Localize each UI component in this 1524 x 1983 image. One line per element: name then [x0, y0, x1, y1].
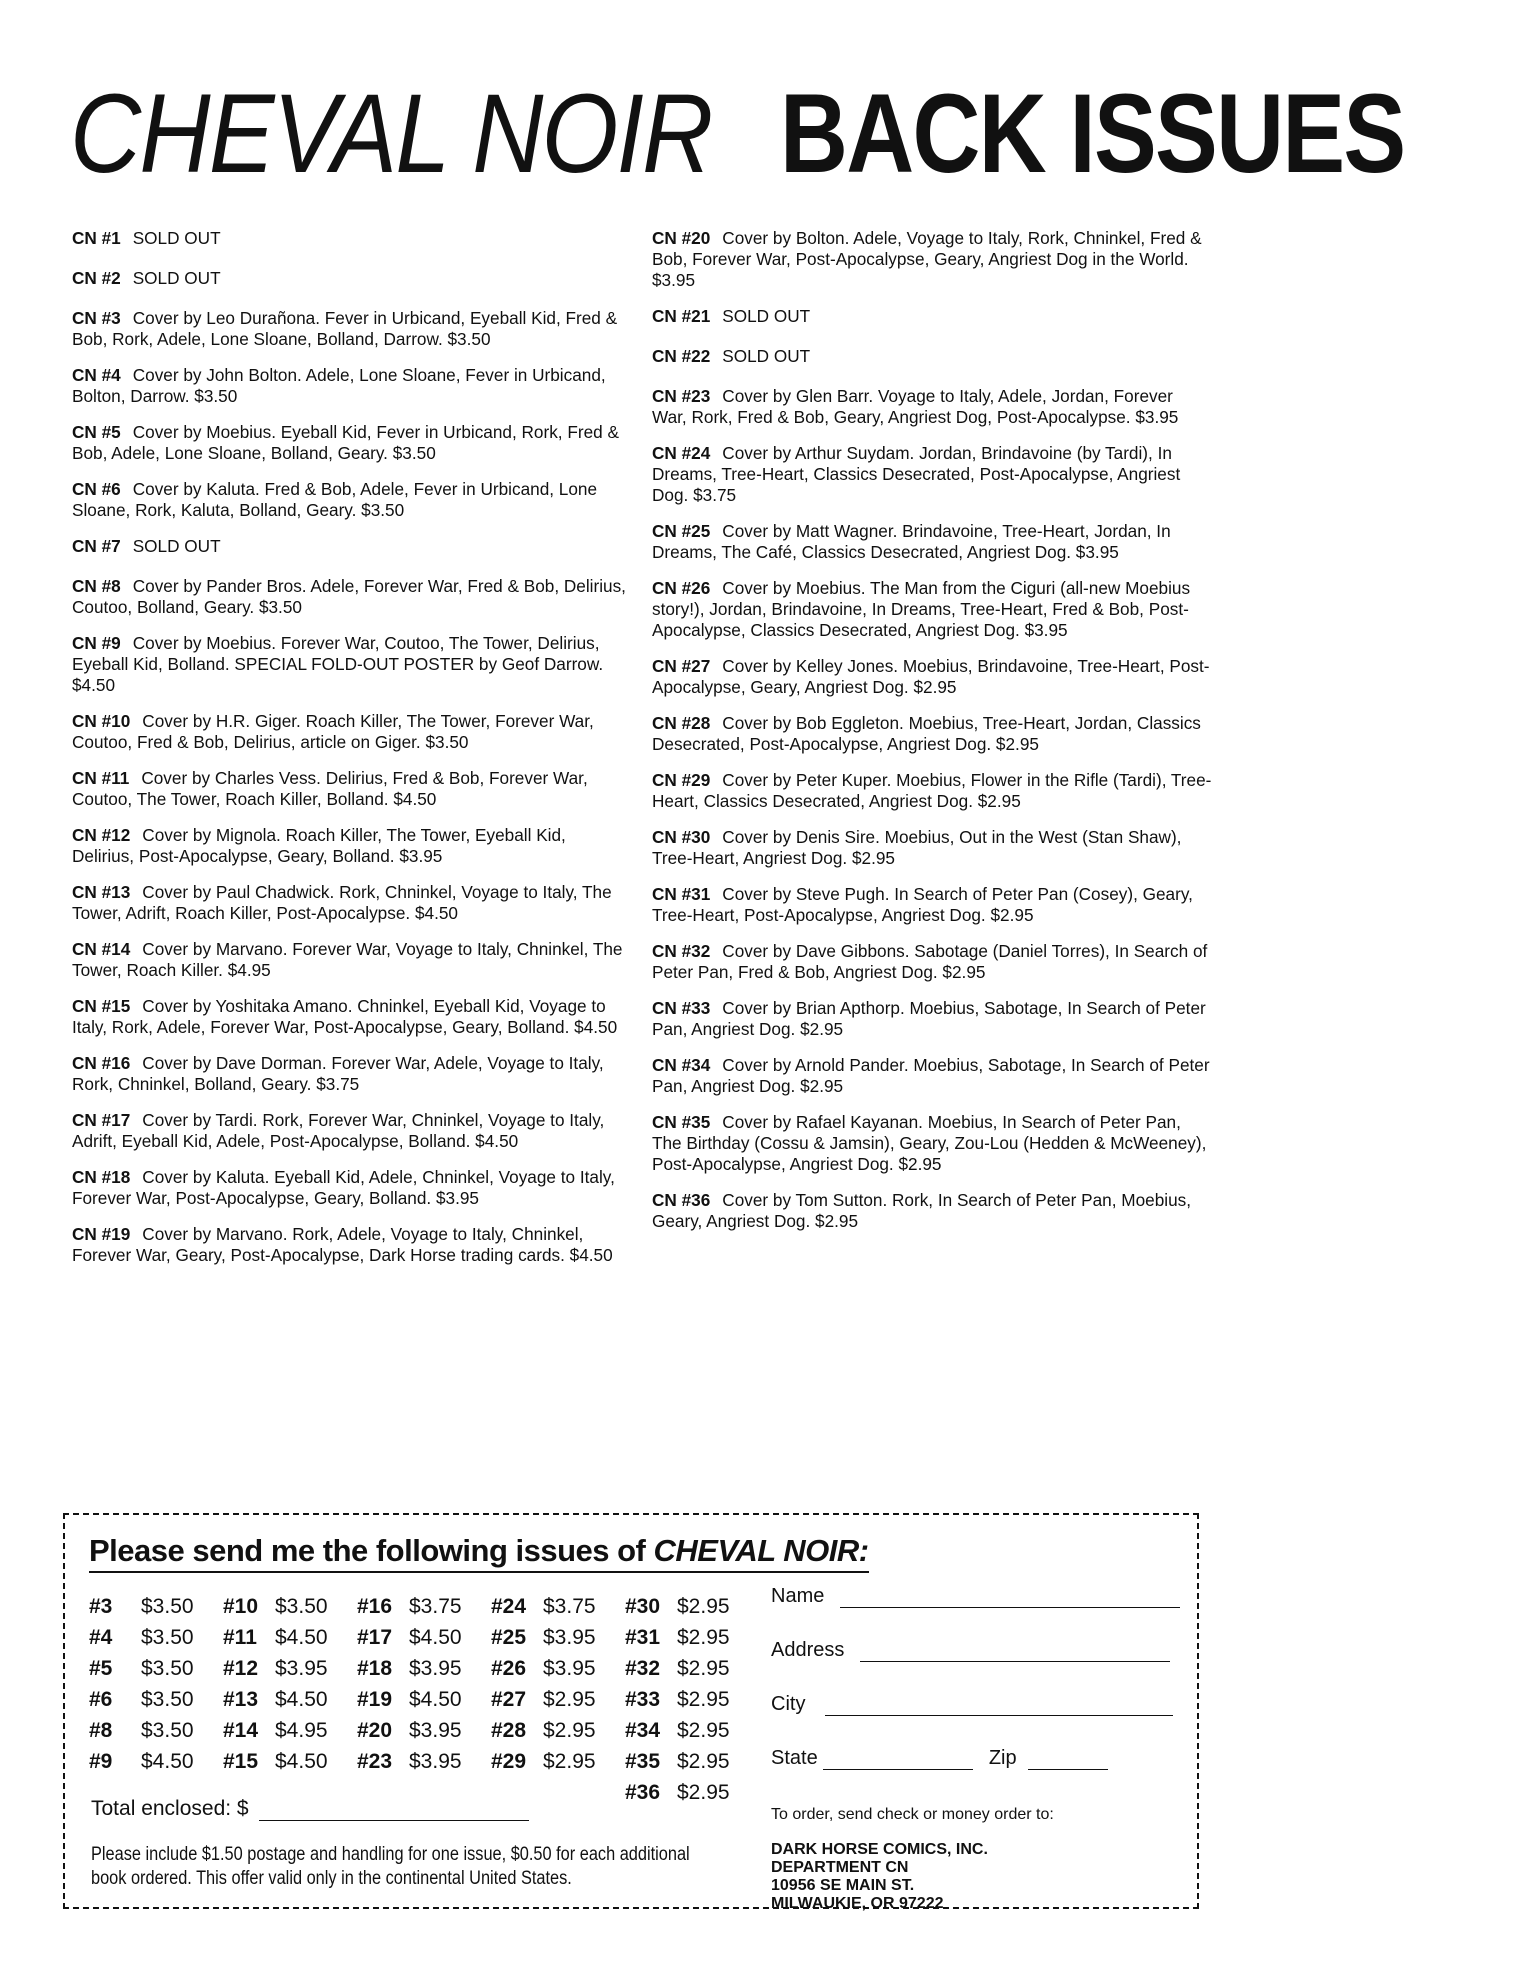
issue-entry [652, 1112, 1212, 1175]
address-row [771, 1639, 1191, 1693]
price-value: $2.95 [543, 1750, 596, 1773]
issue-entry [72, 1224, 627, 1266]
issue-description: Cover by Rafael Kayanan. Moebius, In Search of Peter Pan, The Birthday (Cossu & Jamsin), Geary, Zou-Lou (Hedden & McWeeney), Post-Apocalypse, Angriest Dog. $2.95 [652, 1112, 1207, 1174]
issue-entry [652, 578, 1212, 641]
issue-entry [72, 228, 627, 249]
price-issue-number: #12 [223, 1657, 259, 1680]
price-value: $3.50 [141, 1719, 194, 1742]
issue-entry [652, 346, 1212, 367]
price-value: $3.50 [141, 1595, 194, 1618]
price-issue-number: #9 [89, 1750, 113, 1773]
issue-description: Cover by Yoshitaka Amano. Chninkel, Eyeball Kid, Voyage to Italy, Rork, Adele, Forever War, Post-Apocalypse, Geary, Bolland. $4.50 [72, 996, 618, 1037]
price-value: $3.50 [141, 1688, 194, 1711]
price-value: $3.95 [409, 1657, 462, 1680]
price-issue-number: #10 [223, 1595, 259, 1618]
issue-number: CN #20 [652, 228, 711, 248]
issue-entry [652, 306, 1212, 327]
price-item [223, 1686, 357, 1714]
issue-entry [652, 521, 1212, 563]
issue-entry [652, 941, 1212, 983]
issue-number: CN #35 [652, 1112, 711, 1132]
price-value: $2.95 [677, 1781, 730, 1804]
issue-number: CN #25 [652, 521, 711, 541]
issue-description: Cover by Bob Eggleton. Moebius, Tree-Heart, Jordan, Classics Desecrated, Post-Apocalypse, Angriest Dog. $2.95 [652, 713, 1201, 754]
issue-description: SOLD OUT [132, 536, 221, 556]
issue-number: CN #4 [72, 365, 121, 385]
issue-number: CN #6 [72, 479, 121, 499]
order-heading-prefix: Please send me the following issues of [89, 1533, 654, 1568]
issue-number: CN #3 [72, 308, 121, 328]
price-issue-number: #24 [491, 1595, 527, 1618]
issue-description: Cover by Pander Bros. Adele, Forever War, Fred & Bob, Delirius, Coutoo, Bolland, Geary. $3.50 [72, 576, 626, 617]
price-item [625, 1779, 759, 1807]
address-field[interactable] [860, 1643, 1170, 1662]
price-issue-number: #20 [357, 1719, 393, 1742]
price-value: $4.95 [275, 1719, 328, 1742]
price-item [357, 1717, 491, 1745]
price-item [625, 1748, 759, 1776]
price-issue-number: #13 [223, 1688, 259, 1711]
price-issue-number: #16 [357, 1595, 393, 1618]
issue-description: Cover by Glen Barr. Voyage to Italy, Adele, Jordan, Forever War, Rork, Fred & Bob, Geary, Angriest Dog, Post-Apocalypse. $3.95 [652, 386, 1179, 427]
price-item [89, 1748, 223, 1776]
price-item [89, 1717, 223, 1745]
price-item [625, 1686, 759, 1714]
issue-entry [72, 768, 627, 810]
issue-entry [72, 825, 627, 867]
issue-number: CN #32 [652, 941, 711, 961]
issue-number: CN #10 [72, 711, 131, 731]
issue-entry [72, 479, 627, 521]
price-issue-number: #23 [357, 1750, 393, 1773]
issue-description: Cover by H.R. Giger. Roach Killer, The Tower, Forever War, Coutoo, Fred & Bob, Delirius, article on Giger. $3.50 [72, 711, 594, 752]
price-issue-number: #34 [625, 1719, 661, 1742]
price-item [89, 1686, 223, 1714]
issue-number: CN #36 [652, 1190, 711, 1210]
issue-number: CN #29 [652, 770, 711, 790]
issue-entry [72, 308, 627, 350]
price-item [357, 1593, 491, 1621]
price-item [223, 1593, 357, 1621]
state-zip-row [771, 1747, 1191, 1801]
issue-entry [72, 633, 627, 696]
issue-entry [652, 1190, 1212, 1232]
price-item [357, 1748, 491, 1776]
issue-number: CN #18 [72, 1167, 131, 1187]
issue-number: CN #11 [72, 768, 130, 788]
name-field[interactable] [840, 1589, 1180, 1608]
price-issue-number: #14 [223, 1719, 259, 1742]
price-item [357, 1624, 491, 1652]
state-label: State [771, 1747, 818, 1769]
price-item [89, 1593, 223, 1621]
issue-description: SOLD OUT [132, 228, 221, 248]
issue-number: CN #7 [72, 536, 121, 556]
issue-description: Cover by Arnold Pander. Moebius, Sabotage, In Search of Peter Pan, Angriest Dog. $2.95 [652, 1055, 1210, 1096]
price-item [223, 1624, 357, 1652]
price-value: $2.95 [677, 1657, 730, 1680]
issue-entry [652, 228, 1212, 291]
issue-entry [72, 1110, 627, 1152]
price-value: $4.50 [275, 1750, 328, 1773]
issue-entry [652, 884, 1212, 926]
price-issue-number: #29 [491, 1750, 527, 1773]
city-row [771, 1693, 1191, 1747]
issue-description: Cover by Moebius. Forever War, Coutoo, The Tower, Delirius, Eyeball Kid, Bolland. SPECIAL FOLD-OUT POSTER by Geof Darrow. $4.50 [72, 633, 604, 695]
price-value: $2.95 [677, 1719, 730, 1742]
issue-entry [652, 713, 1212, 755]
address-block [771, 1585, 1191, 1801]
price-item [89, 1624, 223, 1652]
issue-entry [652, 656, 1212, 698]
zip-label: Zip [988, 1747, 1017, 1769]
title-part-2: BACK ISSUES [780, 71, 1405, 196]
issue-description: Cover by Kaluta. Fred & Bob, Adele, Fever in Urbicand, Lone Sloane, Rork, Kaluta, Bolland, Geary. $3.50 [72, 479, 598, 520]
price-value: $4.50 [275, 1688, 328, 1711]
price-issue-number: #25 [491, 1626, 527, 1649]
price-item [625, 1624, 759, 1652]
issue-number: CN #26 [652, 578, 711, 598]
price-item [223, 1748, 357, 1776]
price-value: $4.50 [275, 1626, 328, 1649]
issue-number: CN #16 [72, 1053, 131, 1073]
price-issue-number: #6 [89, 1688, 113, 1711]
price-value: $3.95 [409, 1719, 462, 1742]
price-issue-number: #26 [491, 1657, 527, 1680]
issue-number: CN #22 [652, 346, 711, 366]
issue-number: CN #31 [652, 884, 711, 904]
price-issue-number: #30 [625, 1595, 661, 1618]
price-item [491, 1686, 625, 1714]
left-issue-list [72, 228, 627, 1281]
issue-description: Cover by Brian Apthorp. Moebius, Sabotage, In Search of Peter Pan, Angriest Dog. $2.95 [652, 998, 1206, 1039]
price-value: $3.95 [543, 1657, 596, 1680]
issue-description: Cover by Arthur Suydam. Jordan, Brindavoine (by Tardi), In Dreams, Tree-Heart, Classics Desecrated, Post-Apocalypse, Angriest Dog. $3.75 [652, 443, 1181, 505]
price-issue-number: #36 [625, 1781, 661, 1804]
price-value: $4.50 [141, 1750, 194, 1773]
price-item [491, 1655, 625, 1683]
issue-entry [72, 576, 627, 618]
company-address [771, 1841, 1091, 1913]
order-form-heading [89, 1533, 869, 1573]
price-issue-number: #5 [89, 1657, 113, 1680]
issue-description: Cover by Leo Durañona. Fever in Urbicand, Eyeball Kid, Fred & Bob, Rork, Adele, Lone Sloane, Bolland, Darrow. $3.50 [72, 308, 618, 349]
price-grid [89, 1593, 789, 1807]
issue-entry [72, 365, 627, 407]
issue-number: CN #19 [72, 1224, 131, 1244]
title-part-1: CHEVAL NOIR [70, 71, 712, 196]
issue-entry [652, 443, 1212, 506]
issue-description: Cover by Moebius. Eyeball Kid, Fever in Urbicand, Rork, Fred & Bob, Adele, Lone Sloane, Bolland, Geary. $3.50 [72, 422, 619, 463]
price-value: $2.95 [543, 1719, 596, 1742]
price-value: $4.50 [409, 1688, 462, 1711]
price-issue-number: #19 [357, 1688, 393, 1711]
postage-note: Please include $1.50 postage and handling for one issue, $0.50 for each additional book ordered. This offer valid only in the continental United States. [91, 1844, 690, 1889]
issue-number: CN #28 [652, 713, 711, 733]
price-issue-number: #11 [223, 1626, 257, 1649]
issue-number: CN #30 [652, 827, 711, 847]
issue-description: Cover by Marvano. Forever War, Voyage to Italy, Chninkel, The Tower, Roach Killer. $4.95 [72, 939, 623, 980]
issue-entry [72, 939, 627, 981]
issue-description: Cover by Peter Kuper. Moebius, Flower in the Rifle (Tardi), Tree-Heart, Classics Desecrated, Angriest Dog. $2.95 [652, 770, 1212, 811]
issue-number: CN #27 [652, 656, 711, 676]
issue-number: CN #8 [72, 576, 121, 596]
issue-number: CN #23 [652, 386, 711, 406]
price-issue-number: #32 [625, 1657, 661, 1680]
price-item [625, 1593, 759, 1621]
issue-entry [652, 827, 1212, 869]
price-value: $3.95 [409, 1750, 462, 1773]
city-field[interactable] [825, 1697, 1173, 1716]
price-value: $2.95 [543, 1688, 596, 1711]
issue-description: Cover by Tardi. Rork, Forever War, Chninkel, Voyage to Italy, Adrift, Eyeball Kid, Adele, Post-Apocalypse, Bolland. $4.50 [72, 1110, 605, 1151]
company-line: DEPARTMENT CN [771, 1859, 909, 1876]
issue-entry [72, 996, 627, 1038]
issue-number: CN #33 [652, 998, 711, 1018]
issue-entry [72, 1167, 627, 1209]
price-value: $3.75 [409, 1595, 462, 1618]
issue-number: CN #12 [72, 825, 131, 845]
issue-number: CN #14 [72, 939, 131, 959]
issue-description: SOLD OUT [722, 306, 811, 326]
price-value: $3.50 [141, 1626, 194, 1649]
total-enclosed [91, 1797, 529, 1821]
price-issue-number: #28 [491, 1719, 527, 1742]
issue-number: CN #2 [72, 268, 121, 288]
issue-description: Cover by Dave Dorman. Forever War, Adele, Voyage to Italy, Rork, Chninkel, Bolland, Geary. $3.75 [72, 1053, 604, 1094]
price-item [357, 1686, 491, 1714]
price-issue-number: #31 [625, 1626, 661, 1649]
issue-entry [72, 711, 627, 753]
issue-description: Cover by Bolton. Adele, Voyage to Italy, Rork, Chninkel, Fred & Bob, Forever War, Post-Apocalypse, Geary, Angriest Dog in the World. $3.95 [652, 228, 1202, 290]
price-value: $3.50 [141, 1657, 194, 1680]
price-issue-number: #33 [625, 1688, 661, 1711]
price-value: $4.50 [409, 1626, 462, 1649]
issue-description: Cover by Matt Wagner. Brindavoine, Tree-Heart, Jordan, In Dreams, The Café, Classics Desecrated, Angriest Dog. $3.95 [652, 521, 1171, 562]
issue-entry [72, 882, 627, 924]
zip-field[interactable] [1028, 1751, 1108, 1770]
issue-entry [72, 422, 627, 464]
state-field[interactable] [823, 1751, 973, 1770]
price-issue-number: #3 [89, 1595, 113, 1618]
issue-number: CN #24 [652, 443, 711, 463]
issue-description: Cover by Denis Sire. Moebius, Out in the West (Stan Shaw), Tree-Heart, Angriest Dog. $2.95 [652, 827, 1182, 868]
issue-description: SOLD OUT [722, 346, 811, 366]
issue-description: Cover by Tom Sutton. Rork, In Search of Peter Pan, Moebius, Geary, Angriest Dog. $2.95 [652, 1190, 1192, 1231]
issue-description: Cover by Dave Gibbons. Sabotage (Daniel Torres), In Search of Peter Pan, Fred & Bob, Angriest Dog. $2.95 [652, 941, 1208, 982]
price-issue-number: #8 [89, 1719, 113, 1742]
issue-number: CN #21 [652, 306, 711, 326]
price-value: $2.95 [677, 1626, 730, 1649]
price-issue-number: #15 [223, 1750, 259, 1773]
issue-entry [72, 536, 627, 557]
price-item [223, 1655, 357, 1683]
price-value: $3.50 [275, 1595, 328, 1618]
issue-description: Cover by Marvano. Rork, Adele, Voyage to Italy, Chninkel, Forever War, Geary, Post-Apocalypse, Dark Horse trading cards. $4.50 [72, 1224, 613, 1265]
issue-description: Cover by Mignola. Roach Killer, The Tower, Eyeball Kid, Delirius, Post-Apocalypse, Geary, Bolland. $3.95 [72, 825, 566, 866]
company-line: DARK HORSE COMICS, INC. [771, 1841, 988, 1858]
price-item [89, 1655, 223, 1683]
price-issue-number: #18 [357, 1657, 393, 1680]
price-value: $3.75 [543, 1595, 596, 1618]
price-item [491, 1717, 625, 1745]
price-item [491, 1624, 625, 1652]
price-item [491, 1748, 625, 1776]
issue-description: Cover by Kaluta. Eyeball Kid, Adele, Chninkel, Voyage to Italy, Forever War, Post-Apocalypse, Geary, Bolland. $3.95 [72, 1167, 615, 1208]
issue-description: Cover by John Bolton. Adele, Lone Sloane, Fever in Urbicand, Bolton, Darrow. $3.50 [72, 365, 606, 406]
company-line: 10956 SE MAIN ST. [771, 1877, 915, 1894]
issue-description: Cover by Kelley Jones. Moebius, Brindavoine, Tree-Heart, Post-Apocalypse, Geary, Angriest Dog. $2.95 [652, 656, 1210, 697]
issue-entry [72, 268, 627, 289]
total-input-line[interactable] [259, 1802, 529, 1821]
price-item [223, 1717, 357, 1745]
issue-number: CN #17 [72, 1110, 131, 1130]
right-issue-list [652, 228, 1212, 1247]
issue-number: CN #13 [72, 882, 131, 902]
price-value: $3.95 [543, 1626, 596, 1649]
issue-number: CN #5 [72, 422, 121, 442]
issue-entry [652, 770, 1212, 812]
price-value: $2.95 [677, 1595, 730, 1618]
total-label: Total enclosed: $ [91, 1797, 249, 1820]
issue-description: SOLD OUT [132, 268, 221, 288]
issue-entry [652, 386, 1212, 428]
issue-number: CN #9 [72, 633, 121, 653]
order-form [63, 1513, 1199, 1912]
issue-entry [652, 1055, 1212, 1097]
order-heading-title: CHEVAL NOIR: [653, 1533, 869, 1568]
price-item [625, 1717, 759, 1745]
price-value: $2.95 [677, 1688, 730, 1711]
page-title [70, 71, 1405, 196]
issue-description: Cover by Charles Vess. Delirius, Fred & Bob, Forever War, Coutoo, The Tower, Roach Killer, Bolland. $4.50 [72, 768, 588, 809]
price-item [357, 1655, 491, 1683]
price-value: $2.95 [677, 1750, 730, 1773]
issue-entry [72, 1053, 627, 1095]
issue-description: Cover by Paul Chadwick. Rork, Chninkel, Voyage to Italy, The Tower, Adrift, Roach Killer, Post-Apocalypse. $4.50 [72, 882, 612, 923]
price-issue-number: #4 [89, 1626, 113, 1649]
issue-description: Cover by Steve Pugh. In Search of Peter Pan (Cosey), Geary, Tree-Heart, Post-Apocalypse, Angriest Dog. $2.95 [652, 884, 1193, 925]
issue-description: Cover by Moebius. The Man from the Ciguri (all-new Moebius story!), Jordan, Brindavoine, In Dreams, Tree-Heart, Fred & Bob, Post-Apocalypse, Classics Desecrated, Angriest Dog. $3.95 [652, 578, 1191, 640]
issue-number: CN #34 [652, 1055, 711, 1075]
price-issue-number: #27 [491, 1688, 527, 1711]
price-item [491, 1593, 625, 1621]
price-issue-number: #35 [625, 1750, 661, 1773]
name-label: Name [771, 1585, 825, 1607]
company-line: MILWAUKIE, OR 97222 [771, 1895, 944, 1912]
order-instructions: To order, send check or money order to: [771, 1806, 1054, 1823]
price-value: $3.95 [275, 1657, 328, 1680]
address-label: Address [771, 1639, 845, 1661]
price-issue-number: #17 [357, 1626, 393, 1649]
issue-entry [652, 998, 1212, 1040]
price-item [625, 1655, 759, 1683]
issue-number: CN #15 [72, 996, 131, 1016]
name-row [771, 1585, 1191, 1639]
city-label: City [771, 1693, 806, 1715]
issue-number: CN #1 [72, 228, 121, 248]
